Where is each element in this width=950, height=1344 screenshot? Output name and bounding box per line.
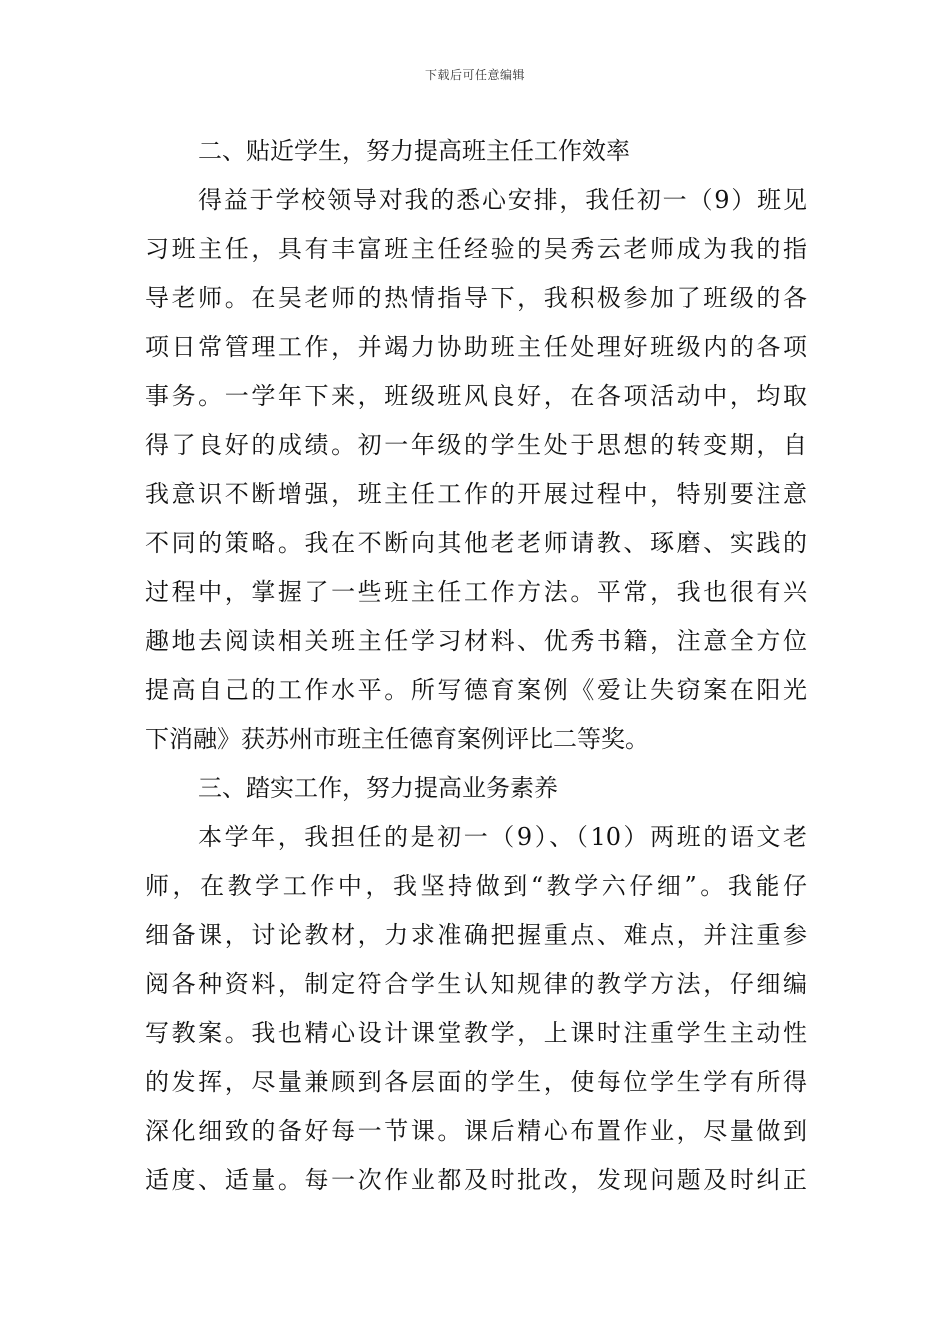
page-header: 下载后可任意编辑 — [424, 68, 525, 82]
text-line: 细备课，讨论教材，力求准确把握重点、难点，并注重参 — [145, 921, 807, 949]
text-line: 事务。一学年下来，班级班风良好，在各项活动中，均取 — [145, 382, 807, 410]
text-line: 本学年，我担任的是初一（9）、（10）两班的语文老 — [198, 823, 807, 851]
text-line: 二、贴近学生，努力提高班主任工作效率 — [198, 137, 630, 165]
text-line: 过程中，掌握了一些班主任工作方法。平常，我也很有兴 — [145, 578, 807, 606]
text-line: 趣地去阅读相关班主任学习材料、优秀书籍，注意全方位 — [145, 627, 807, 655]
text-line: 导老师。在吴老师的热情指导下，我积极参加了班级的各 — [145, 284, 807, 312]
text-line: 得益于学校领导对我的悉心安排，我任初一（9）班见 — [198, 186, 807, 214]
text-line: 的发挥，尽量兼顾到各层面的学生，使每位学生学有所得 — [145, 1068, 807, 1096]
document-body — [145, 127, 807, 1205]
text-line: 习班主任，具有丰富班主任经验的吴秀云老师成为我的指 — [145, 235, 807, 263]
text-line: 不同的策略。我在不断向其他老老师请教、琢磨、实践的 — [145, 529, 807, 557]
text-line: 项日常管理工作，并竭力协助班主任处理好班级内的各项 — [145, 333, 807, 361]
text-line: 深化细致的备好每一节课。课后精心布置作业，尽量做到 — [145, 1117, 807, 1145]
text-line: 得了良好的成绩。初一年级的学生处于思想的转变期，自 — [145, 431, 807, 459]
text-line: 我意识不断增强，班主任工作的开展过程中，特别要注意 — [145, 480, 807, 508]
text-line: 阅各种资料，制定符合学生认知规律的教学方法，仔细编 — [145, 970, 807, 998]
text-line: 下消融》获苏州市班主任德育案例评比二等奖。 — [145, 725, 649, 753]
text-line: 适度、适量。每一次作业都及时批改，发现问题及时纠正 — [145, 1166, 807, 1194]
text-line: 师，在教学工作中，我坚持做到“教学六仔细”。我能仔 — [145, 872, 807, 900]
text-line: 提高自己的工作水平。所写德育案例《爱让失窃案在阳光 — [145, 676, 807, 704]
text-line: 三、踏实工作，努力提高业务素养 — [198, 774, 558, 802]
text-line: 写教案。我也精心设计课堂教学，上课时注重学生主动性 — [145, 1019, 807, 1047]
